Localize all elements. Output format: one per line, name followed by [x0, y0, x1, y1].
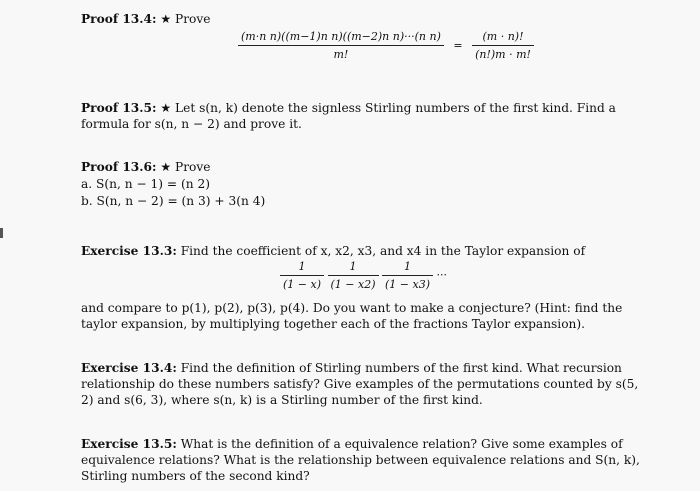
- proof-13-6-text: Prove: [175, 160, 211, 174]
- proof-13-6-part-a: a. S(n, n − 1) = (n 2): [81, 177, 210, 191]
- proof-13-4-formula: [238, 30, 534, 61]
- exercise-13-5-text: What is the definition of a equivalence relation? Give some examples of equivalence relations? What is the relationship between equivalence relations and S(n, k), Stirling numbers of the second kind?: [81, 437, 640, 483]
- proof-13-6-part-b: b. S(n, n − 2) = (n 3) + 3(n 4): [81, 194, 266, 208]
- ellipsis: ···: [436, 268, 447, 282]
- lhs-numerator: (m·n n)((m−1)n n)((m−2)n n)···(n n): [238, 30, 444, 46]
- exercise-13-4-label: Exercise 13.4:: [81, 361, 177, 375]
- exercise-13-3-label: Exercise 13.3:: [81, 244, 177, 258]
- proof-13-5-text: Let s(n, k) denote the signless Stirling numbers of the first kind. Find a formula for s(n, n − 2) and prove it.: [81, 101, 616, 131]
- exercise-13-5: [81, 436, 652, 484]
- taylor-product-formula: [280, 260, 447, 291]
- proof-13-4: [81, 11, 652, 27]
- star-icon: ★: [160, 160, 172, 174]
- exercise-13-5-label: Exercise 13.5:: [81, 437, 177, 451]
- fraction-1: $\frac{1}{(1 - x)}$: [280, 260, 324, 291]
- proof-13-4-label: Proof 13.4:: [81, 12, 157, 26]
- equals-sign: =: [453, 38, 463, 52]
- fraction-2: $\frac{1}{(1 - x2)}$: [328, 260, 379, 291]
- lhs-denominator: m!: [333, 48, 349, 61]
- rhs-denominator: (n!)m · m!: [475, 48, 531, 61]
- exercise-13-3-text: Find the coefficient of x, x2, x3, and x4 in the Taylor expansion of: [180, 244, 586, 258]
- proof-13-5: [81, 100, 652, 132]
- scan-edge-mark: [0, 228, 3, 238]
- proof-13-6-label: Proof 13.6:: [81, 160, 157, 174]
- proof-13-4-text: Prove: [175, 12, 211, 26]
- exercise-13-3: [81, 243, 652, 259]
- proof-13-6: [81, 159, 652, 175]
- exercise-13-4: [81, 360, 652, 408]
- rhs-numerator: (m · n)!: [472, 30, 534, 46]
- star-icon: ★: [160, 101, 172, 115]
- star-icon: ★: [160, 12, 172, 26]
- proof-13-5-label: Proof 13.5:: [81, 101, 157, 115]
- exercise-13-4-text: Find the definition of Stirling numbers of the first kind. What recursion relationship do these numbers satisfy? Give examples of the permutations counted by s(5, 2) and s(6, 3), where s(n, k) is a Stirling number of the first kind.: [81, 361, 639, 407]
- exercise-13-3-continued: and compare to p(1), p(2), p(3), p(4). Do you want to make a conjecture? (Hint: find the taylor expansion, by multiplying together each of the fractions Taylor expansion).: [81, 301, 623, 331]
- fraction-3: $\frac{1}{(1 - x3)}$: [382, 260, 433, 291]
